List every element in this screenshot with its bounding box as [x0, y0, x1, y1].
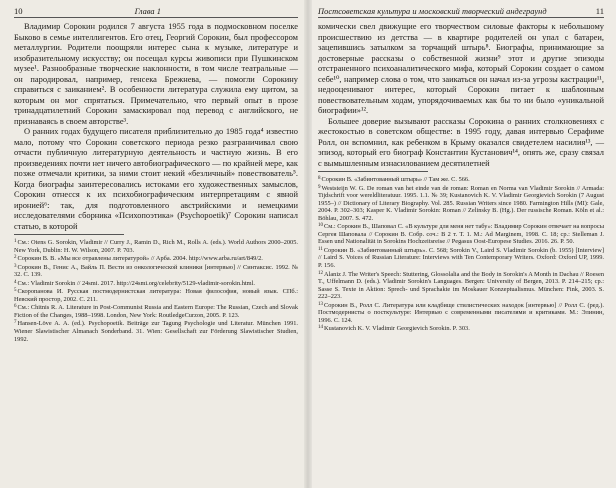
- footnote: $^{12}$Alaniz J. The Writer's Speech: Stuttering, Glossolalia and the Body in Sorokin's A Month in Dachau // Roesen T., Uffelmann D. (eds.). Vladimir Sorokin's Languages. Bergen: University of Bergen, 2013. P. 214–215; ср.: Sasse S. Texte in Aktion: Sprech- und Sprachakte im Moskauer Konzeptualismus. München: Fink, 2003. S. 222–223.: [318, 270, 604, 301]
- book-gutter-shadow: [304, 0, 312, 488]
- footnote: $^6$См.: Chitnis R. A. Literature in Post-Communist Russia and Eastern Europe: The Russian, Czech and Slovak Fiction of the Changes, 1988–1998. London, New York: RoutledgeCurzon, 2005. P. 123.: [14, 304, 298, 319]
- running-head: Постсоветская культура и московский творческий андеграунд: [318, 7, 547, 16]
- left-body-text: [14, 21, 298, 231]
- right-page: [308, 0, 616, 488]
- left-footnotes: [14, 238, 298, 343]
- footnote: $^5$Скоропанова И. Русская постмодернистская литература: Новая философия, новый язык. СПб.: Невский простор, 2002. С. 211.: [14, 288, 298, 303]
- footnote: $^{14}$Kustanovich K. V. Vladimir Georgievich Sorokin. P. 303.: [318, 325, 470, 333]
- running-head: Глава 1: [134, 7, 161, 16]
- paragraph: комически свел движущие его творчеством силовые факторы к небольшому происшествию из детства — в квартире родителей он упал с батареи, зацепившись затылком за торчащий штырь⁸. Биографы, принимающие за достоверные рассказы о собственной жизни⁹ этот и другие эпизоды отстраненного психоаналитического мифа, который Сорокин создает о самом себе¹⁰, например слова о том, что заикаться он начал из-за угрозы кастрации¹¹, недооценивают интерес, который Сорокин питает к шаблонным повествовательным ходам, упорядочиваемых как бы то ни было «уникальной биографии»¹².: [318, 21, 604, 115]
- footnote: $^{13}$Сорокин В., Ролл С. Литература или кладбище стилистических находок [интервью] // Ролл С. (ред.). Постмодернисты о посткультуре: Интервью с современными писателями и критиками. М.: Элинин, 1996. С. 124.: [318, 301, 604, 324]
- paragraph: Большее доверие вызывают рассказы Сорокина о ранних столкновениях с жестокостью в советском обществе: в 1995 году, давая интервью Серафиме Ролл, он вспомнил, как ребенком в Крыму оказался свидетелем насилия¹³, — эпизод, который его биограф Константин Кустанович¹⁴, опять же, сразу связал с вымышленным изнасилованием десятилетней: [318, 115, 604, 168]
- right-footnotes: [318, 175, 604, 333]
- right-body-text: [318, 21, 604, 168]
- footnote: $^8$Сорокин В. «Забинтованный штырь» // Там же. С. 566.: [318, 176, 470, 183]
- footnote: $^3$Сорокин В., Генис А., Вайль П. Вести из онкологической клиники [интервью] // Синтаксис. 1992. № 32. С. 139.: [14, 263, 298, 279]
- paragraph: Владимир Сорокин родился 7 августа 1955 года в подмосковном поселке Быково в семье интеллигентов. Его отец, Георгий Сорокин, был профессором металлургии. Родители поощряли интерес сына к музыке, литературе и изобразительному искусству; он посещал курсы живописи при Пушкинском музее¹. Разнообразные творческие наклонности, в том числе театральные — он пародировал, например, генсека Брежнева, — помогли Сорокину справиться с заиканием². В особенности литература служила ему щитом, за которым он мог спрятаться. Примечательно, что первый опыт в прозе тринадцатилетний Сорокин замаскировал под перевод с английского, не признаваясь в своем авторстве³.: [14, 21, 298, 126]
- footnote: $^2$Сорокин В. В. «Мы все отравлены литературой» // Арба. 2004. http://www.arba.ru/art/849/2.: [14, 255, 263, 263]
- footnote: $^4$См.: Vladimir Sorokin // 24smi. 2017. http://24smi.org/celebrity/5129-vladimir-sorokin.html.: [14, 279, 255, 287]
- paragraph: О ранних годах будущего писателя приблизительно до 1985 года⁴ известно мало, потому что Сорокин советского периода резко разграничивал свою отчасти публичную литературную деятельность и частную жизнь. В его произведениях почти нет ничего автобиографического — по крайней мере, как позже отмечали критики, за ними стоит некий «безличный» повествователь⁵. Когда биографы заинтересовались истоками его художественных замыслов, Сорокин отнесся к их психобиографическим интерпретациям с явной иронией⁶: так, для подготовленного австрийскими и немецкими исследователями сборника «Психопоэтика» (Psychopoetik)⁷ Сорокин написал статью, в которой: [14, 126, 298, 231]
- footnote: $^1$См.: Otens G. Sorokin, Vladimir // Curry J., Ramin D., Rich M., Rolls A. (eds.). World Authors 2000–2005. New York, Dublin: H. W. Wilson, 2007. P. 703.: [14, 239, 298, 254]
- footnote-rule: [318, 171, 428, 172]
- right-page-header: [318, 6, 604, 18]
- page-number: 11: [595, 6, 604, 16]
- footnote-rule: [14, 234, 124, 235]
- footnote: $^{11}$Сорокин В. «Забинтованный штырь». С. 568; Sorokin V., Laird S. Vladimir Sorokin (b. 1955) [Interview] // Laird S. Voices of Russian Literature: Interviews with Ten Contemporary Writers. Oxford: Oxford UP, 1999. P. 156.: [318, 246, 604, 270]
- footnote: $^7$Hansen-Löve A. A. (ed.). Psychopoetik. Beiträge zur Tagung Psychologie und Literatur. München 1991. Wiener Slawistischer Almanach Sonderband. 31. Wien: Gesellschaft zur Förderung Slawistischer Studien, 1992.: [14, 320, 298, 343]
- page-number: 10: [14, 6, 23, 16]
- left-page-header: [14, 6, 298, 18]
- footnote: $^9$Weststeijn W. G. De roman van het einde van de roman: Roman en Norma van Vladimir Sorokin // Armada: Tijdschrift voor wereldliteratuur. 1995. 1.1. № 39; Kustanovich K. V. Vladimir Georgievich Sorokin (7 August 1955–) // Dictionary of Literary Biography. Vol. 285. Russian Writers since 1980. Farmington Hills (MI): Gale, 2004. P. 302–303; Kasper K. Vladimir Sorokin: Roman // Zelinsky B. (Hg.). Der russische Roman. Köln et al.: Böhlau, 2007. S. 472.: [318, 184, 604, 222]
- footnote: $^{10}$См.: Сорокин В., Шаповал С. «В культуре для меня нет табу»: Владимир Сорокин отвечает на вопросы Сергея Шаповала // Сорокин В. Собр. соч.: В 2 т. Т. 1. М.: Ad Marginem, 1998. С. 18; ср.: Stelleman J. Essen und Nationalität in Sorokins Hochzeitsreise // Pegasus Oost-Europese Studies. 2016. 26. P. 50.: [318, 223, 604, 246]
